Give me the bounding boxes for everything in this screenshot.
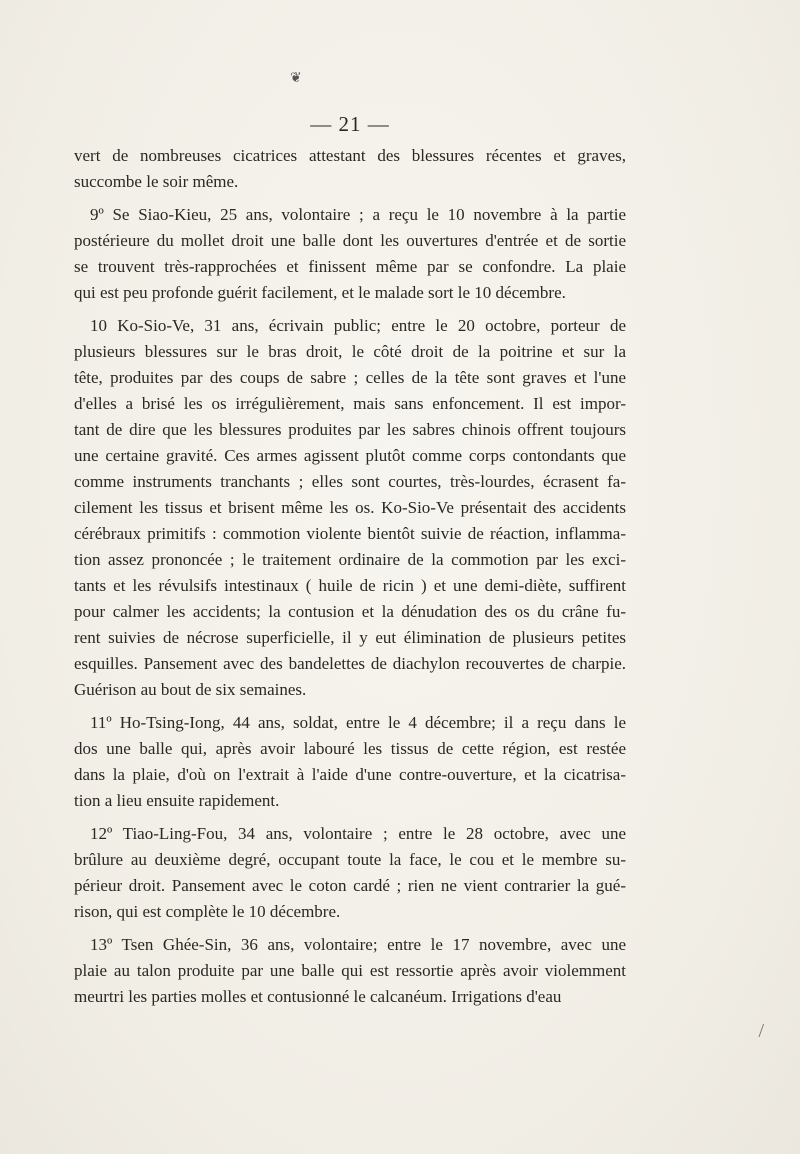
text-line: périeur droit. Pansement avec le coton cardé ; rien ne vient contrarier la gué- — [74, 876, 626, 895]
text-line: meurtri les parties molles et contusionné le calcanéum. Irrigations d'eau — [74, 987, 562, 1006]
text-line: rison, qui est complète le 10 décembre. — [74, 902, 341, 921]
margin-mark: / — [758, 1020, 764, 1042]
ink-speck: ❦ — [290, 71, 302, 86]
text-line: d'elles a brisé les os irrégulièrement, mais sans enfoncement. Il est impor- — [74, 394, 626, 413]
paragraph-p12 — [74, 821, 626, 925]
paragraph-p9 — [74, 202, 626, 306]
text-line: dos une balle qui, après avoir labouré les tissus de cette région, est restée — [74, 739, 626, 758]
text-line: une certaine gravité. Ces armes agissent plutôt comme corps contondants que — [74, 446, 626, 465]
text-line: 9º Se Siao-Kieu, 25 ans, volontaire ; a reçu le 10 novembre à la partie — [90, 205, 626, 224]
text-line: plaie au talon produite par une balle qui est ressortie après avoir violemment — [74, 961, 626, 980]
text-line: vert de nombreuses cicatrices attestant des blessures récentes et graves, — [74, 146, 626, 165]
page-number: — 21 — — [310, 112, 390, 136]
text-line: 12º Tiao-Ling-Fou, 34 ans, volontaire ; entre le 28 octobre, avec une — [90, 824, 626, 843]
text-line: rent suivies de nécrose superficielle, il y eut élimination de plusieurs petites — [74, 628, 626, 647]
text-line: qui est peu profonde guérit facilement, et le malade sort le 10 décembre. — [74, 283, 566, 302]
text-line: 13º Tsen Ghée-Sin, 36 ans, volontaire; entre le 17 novembre, avec une — [90, 935, 626, 954]
text-line: esquilles. Pansement avec des bandelettes de diachylon recouvertes de charpie. — [74, 654, 626, 673]
text-line: cérébraux primitifs : commotion violente bientôt suivie de réaction, inflamma- — [74, 524, 626, 543]
text-line: tête, produites par des coups de sabre ; celles de la tête sont graves et l'une — [74, 368, 626, 387]
text-line: tant de dire que les blessures produites par les sabres chinois offrent toujours — [74, 420, 626, 439]
paragraph-p0 — [74, 143, 626, 195]
paragraph-p10 — [74, 313, 626, 703]
text-line: postérieure du mollet droit une balle dont les ouvertures d'entrée et de sortie — [74, 231, 626, 250]
text-line: tion a lieu ensuite rapidement. — [74, 791, 280, 810]
body-text — [74, 143, 626, 1010]
text-line: brûlure au deuxième degré, occupant toute la face, le cou et le membre su- — [74, 850, 626, 869]
text-line: dans la plaie, d'où on l'extrait à l'aide d'une contre-ouverture, et la cicatrisa- — [74, 765, 626, 784]
text-line: plusieurs blessures sur le bras droit, le côté droit de la poitrine et sur la — [74, 342, 626, 361]
text-line: 11º Ho-Tsing-Iong, 44 ans, soldat, entre le 4 décembre; il a reçu dans le — [90, 713, 626, 732]
text-line: pour calmer les accidents; la contusion et la dénudation des os du crâne fu- — [74, 602, 626, 621]
text-line: tants et les révulsifs intestinaux ( huile de ricin ) et une demi-diète, suffirent — [74, 576, 626, 595]
text-line: succombe le soir même. — [74, 172, 239, 191]
text-line: comme instruments tranchants ; elles sont courtes, très-lourdes, écrasent fa- — [74, 472, 626, 491]
text-line: cilement les tissus et brisent même les os. Ko-Sio-Ve présentait des accidents — [74, 498, 626, 517]
paragraph-p11 — [74, 710, 626, 814]
text-line: tion assez prononcée ; le traitement ordinaire de la commotion par les exci- — [74, 550, 626, 569]
text-line: Guérison au bout de six semaines. — [74, 680, 307, 699]
text-line: 10 Ko-Sio-Ve, 31 ans, écrivain public; entre le 20 octobre, porteur de — [90, 316, 626, 335]
text-line: se trouvent très-rapprochées et finissent même par se confondre. La plaie — [74, 257, 626, 276]
paragraph-p13 — [74, 932, 626, 1010]
